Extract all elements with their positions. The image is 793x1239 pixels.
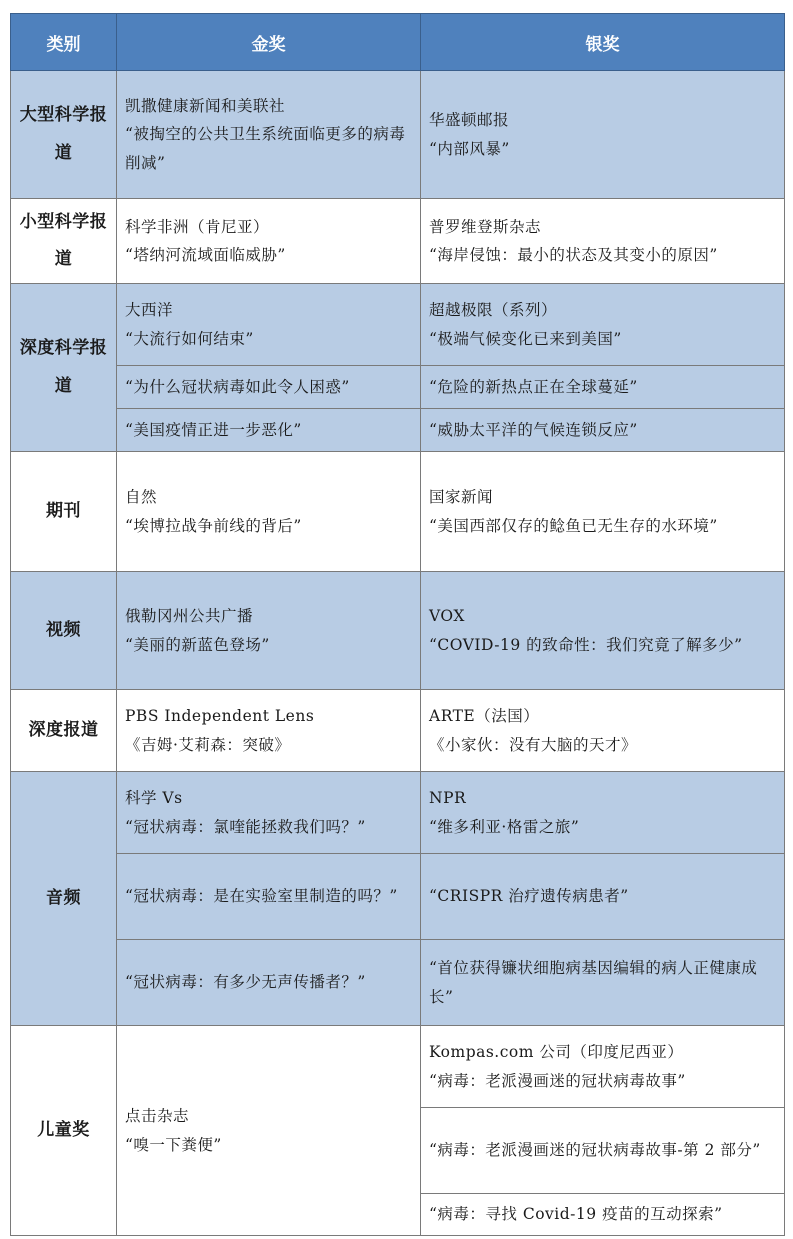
silver-title: “海岸侵蚀：最小的状态及其变小的原因” [429, 246, 718, 264]
row-indepth-science-3 [11, 409, 785, 452]
silver-cell [421, 940, 785, 1026]
header-category: 类别 [11, 14, 117, 71]
gold-outlet: 凯撒健康新闻和美联社 [125, 97, 286, 116]
gold-title: “冠状病毒：有多少无声传播者？” [125, 973, 366, 992]
gold-cell [117, 854, 421, 940]
category-cell: 儿童奖 [11, 1026, 117, 1236]
gold-cell [117, 366, 421, 409]
silver-title: “维多利亚·格雷之旅” [429, 817, 580, 836]
silver-outlet: 普罗维登斯杂志 [429, 217, 542, 236]
gold-title: “冠状病毒：是在实验室里制造的吗？” [125, 887, 398, 906]
gold-title: “为什么冠状病毒如此令人困惑” [125, 377, 350, 396]
gold-cell [117, 940, 421, 1026]
category-cell: 深度科学报道 [11, 284, 117, 452]
row-small-science [11, 199, 785, 284]
gold-outlet: 科学非洲（肯尼亚） [125, 217, 270, 236]
row-indepth-science-2 [11, 366, 785, 409]
gold-title: “美丽的新蓝色登场” [125, 635, 270, 654]
gold-cell [117, 572, 421, 690]
gold-title: “冠状病毒：氯喹能拯救我们吗？” [125, 817, 366, 836]
silver-cell [421, 1194, 785, 1236]
silver-title: “美国西部仅存的鲶鱼已无生存的水环境” [429, 516, 718, 535]
row-audio-2 [11, 854, 785, 940]
silver-cell [421, 71, 785, 199]
category-cell: 音频 [11, 772, 117, 1026]
gold-outlet: 俄勒冈州公共广播 [125, 607, 254, 626]
silver-cell [421, 1108, 785, 1194]
row-audio-1 [11, 772, 785, 854]
row-children-1 [11, 1026, 785, 1108]
gold-title: “大流行如何结束” [125, 329, 254, 348]
row-audio-3 [11, 940, 785, 1026]
header-row [11, 14, 785, 71]
row-large-science [11, 71, 785, 199]
silver-title: “CRISPR 治疗遗传病患者” [429, 887, 629, 906]
gold-cell [117, 284, 421, 366]
gold-outlet: 大西洋 [125, 301, 174, 320]
category-cell: 深度报道 [11, 690, 117, 772]
silver-cell [421, 409, 785, 452]
silver-cell [421, 772, 785, 854]
category-cell: 大型科学报道 [11, 71, 117, 199]
silver-cell [421, 690, 785, 772]
gold-cell [117, 409, 421, 452]
gold-cell [117, 452, 421, 572]
silver-cell [421, 854, 785, 940]
silver-outlet: ARTE（法国） [429, 707, 540, 726]
silver-title: “病毒：寻找 Covid-19 疫苗的互动探索” [429, 1205, 723, 1224]
gold-title: “美国疫情正进一步恶化” [125, 420, 302, 439]
silver-title: “危险的新热点正在全球蔓延” [429, 377, 638, 396]
silver-cell [421, 199, 785, 284]
header-gold: 金奖 [117, 14, 421, 71]
gold-cell [117, 690, 421, 772]
header-silver: 银奖 [421, 14, 785, 71]
silver-title: “威胁太平洋的气候连锁反应” [429, 420, 638, 439]
silver-cell [421, 366, 785, 409]
silver-title: “病毒：老派漫画迷的冠状病毒故事-第 2 部分” [429, 1141, 761, 1160]
category-cell: 视频 [11, 572, 117, 690]
gold-title: “埃博拉战争前线的背后” [125, 516, 302, 535]
gold-title: “嗅一下粪便” [125, 1135, 222, 1154]
gold-title: “塔纳河流域面临威胁” [125, 246, 286, 264]
silver-title: “病毒：老派漫画迷的冠状病毒故事” [429, 1071, 686, 1090]
silver-outlet: 超越极限（系列） [429, 301, 558, 320]
silver-title: 《小家伙：没有大脑的天才》 [429, 735, 638, 754]
gold-outlet: 自然 [125, 488, 158, 507]
silver-title: “COVID-19 的致命性：我们究竟了解多少” [429, 635, 743, 654]
silver-outlet: 国家新闻 [429, 488, 494, 507]
silver-cell [421, 1026, 785, 1108]
silver-cell [421, 572, 785, 690]
silver-title: “极端气候变化已来到美国” [429, 329, 622, 348]
silver-cell [421, 452, 785, 572]
row-indepth-report [11, 690, 785, 772]
silver-outlet: 华盛顿邮报 [429, 111, 510, 130]
silver-title: “首位获得镰状细胞病基因编辑的病人正健康成长” [429, 959, 758, 1006]
gold-outlet: 科学 Vs [125, 789, 183, 808]
category-cell: 期刊 [11, 452, 117, 572]
silver-cell [421, 284, 785, 366]
silver-outlet: NPR [429, 789, 467, 808]
gold-title: 《吉姆·艾莉森：突破》 [125, 735, 291, 754]
row-periodical [11, 452, 785, 572]
gold-cell [117, 772, 421, 854]
silver-outlet: Kompas.com 公司（印度尼西亚） [429, 1043, 684, 1062]
gold-outlet: PBS Independent Lens [125, 707, 315, 726]
awards-table [10, 13, 785, 1236]
gold-cell [117, 1026, 421, 1236]
gold-cell [117, 199, 421, 284]
gold-title: “被掏空的公共卫生系统面临更多的病毒削减” [125, 125, 406, 172]
gold-cell [117, 71, 421, 199]
gold-outlet: 点击杂志 [125, 1107, 190, 1126]
category-cell: 小型科学报道 [11, 199, 117, 284]
silver-title: “内部风暴” [429, 139, 510, 158]
silver-outlet: VOX [429, 607, 465, 626]
row-video [11, 572, 785, 690]
row-indepth-science-1 [11, 284, 785, 366]
